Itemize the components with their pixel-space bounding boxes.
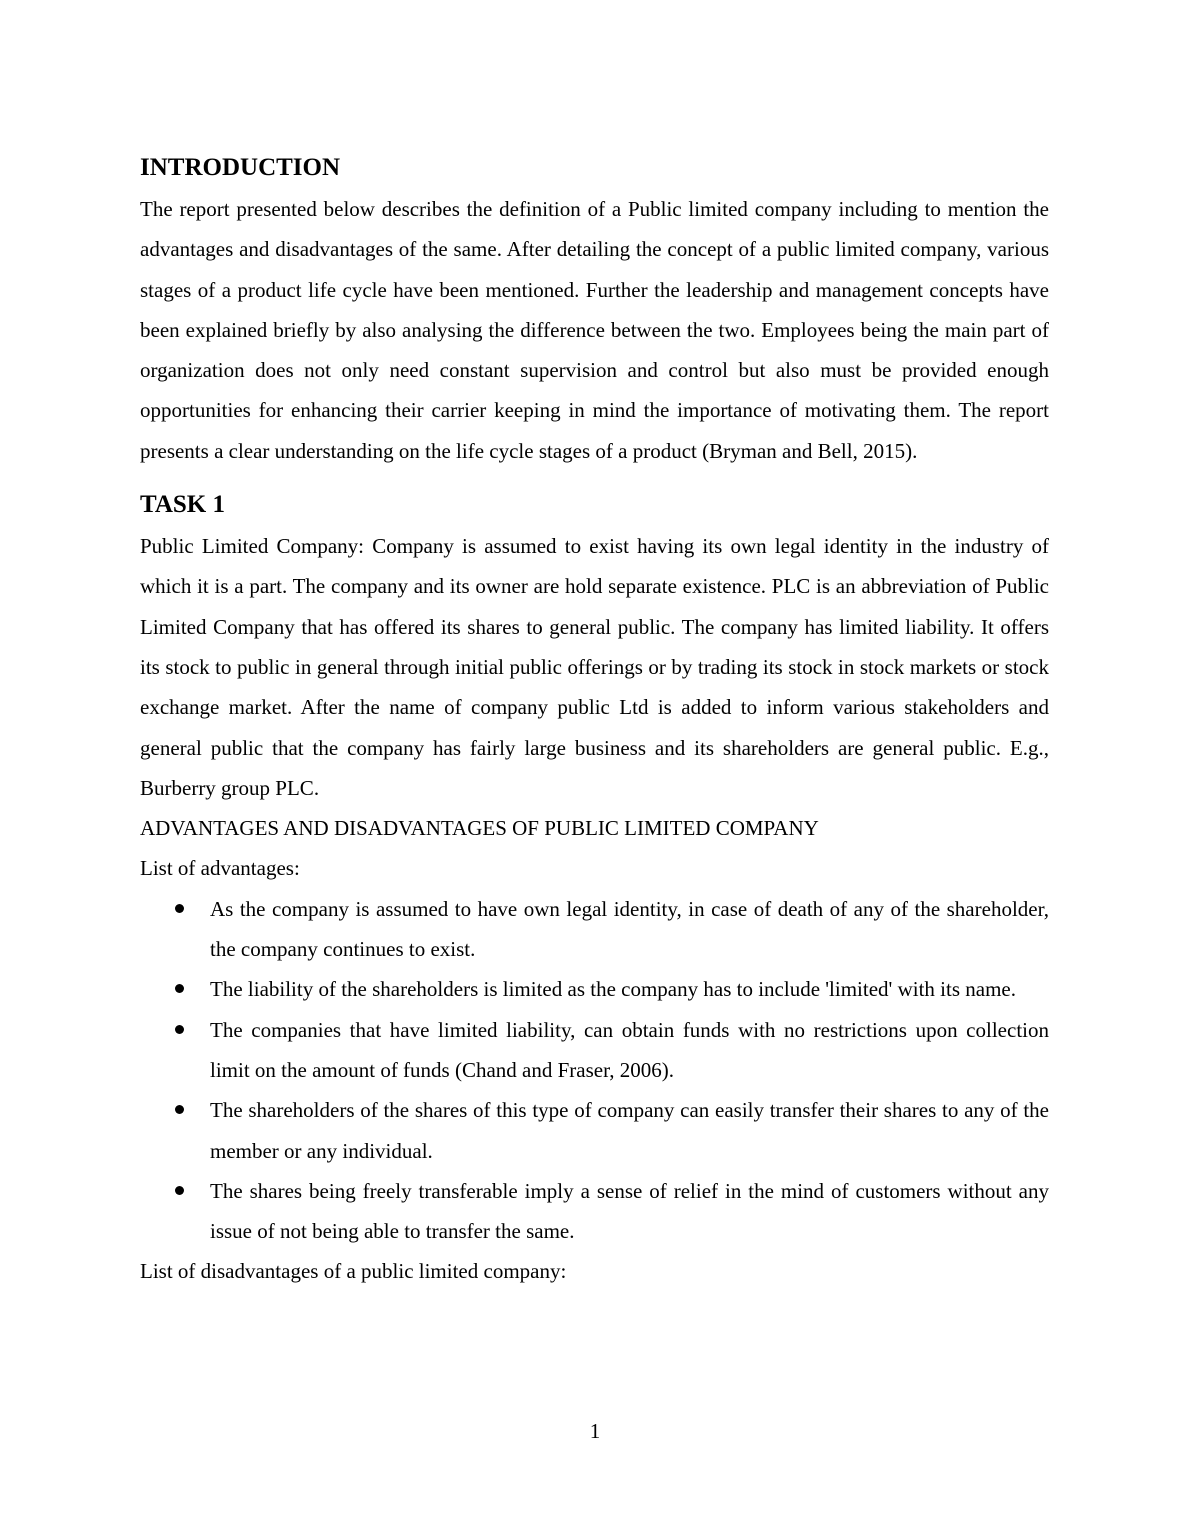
list-item — [140, 1090, 1049, 1171]
advantages-disadvantages-subheading: ADVANTAGES AND DISADVANTAGES OF PUBLIC LIMITED COMPANY — [140, 816, 819, 841]
list-item-text: The shareholders of the shares of this type of company can easily transfer their shares to any of the member or any individual. — [210, 1098, 1049, 1163]
list-item-text: The liability of the shareholders is limited as the company has to include 'limited' with its name. — [210, 977, 1016, 1002]
bullet-icon — [175, 904, 184, 913]
introduction-heading: INTRODUCTION — [140, 154, 341, 181]
advantages-label: List of advantages: — [140, 856, 300, 881]
list-item-text: The companies that have limited liability, can obtain funds with no restrictions upon collection limit on the amount of funds (Chand and Fraser, 2006). — [210, 1017, 1049, 1082]
page-content — [140, 148, 1049, 1292]
introduction-paragraph: The report presented below describes the definition of a Public limited company including to mention the advantages and disadvantages of the same. After detailing the concept of a public limited company, various stages of a product life cycle have been mentioned. Further the leadership and management concepts have been explained briefly by also analysing the difference between the two. Employees being the main part of organization does not only need constant supervision and control but also must be provided enough opportunities for enhancing their carrier keeping in mind the importance of motivating them. The report presents a clear understanding on the life cycle stages of a product (Bryman and Bell, 2015). — [140, 197, 1049, 463]
list-item — [140, 889, 1049, 970]
task1-heading: TASK 1 — [140, 491, 225, 519]
list-item — [140, 1010, 1049, 1091]
bullet-icon — [175, 1025, 184, 1034]
bullet-icon — [175, 984, 184, 993]
list-item-text: As the company is assumed to have own legal identity, in case of death of any of the shareholder, the company continues to exist. — [210, 896, 1049, 962]
page-number: 1 — [589, 1419, 601, 1443]
bullet-icon — [175, 1105, 184, 1114]
task1-paragraph: Public Limited Company: Company is assumed to exist having its own legal identity in the industry of which it is a part. The company and its owner are hold separate existence. PLC is an abbreviation of Public Limited Company that has offered its shares to general public. The company has limited liability. It offers its stock to public in general through initial public offerings or by trading its stock in stock markets or stock exchange market. After the name of company public Ltd is added to inform various stakeholders and general public that the company has fairly large business and its shareholders are general public. E.g., Burberry group PLC. — [140, 534, 1049, 800]
list-item — [140, 969, 1049, 1009]
advantages-list — [140, 889, 1049, 1252]
list-item-text: The shares being freely transferable imply a sense of relief in the mind of customers without any issue of not being able to transfer the same. — [210, 1178, 1049, 1244]
disadvantages-label: List of disadvantages of a public limited company: — [140, 1259, 567, 1284]
list-item — [140, 1171, 1049, 1252]
bullet-icon — [175, 1186, 184, 1195]
